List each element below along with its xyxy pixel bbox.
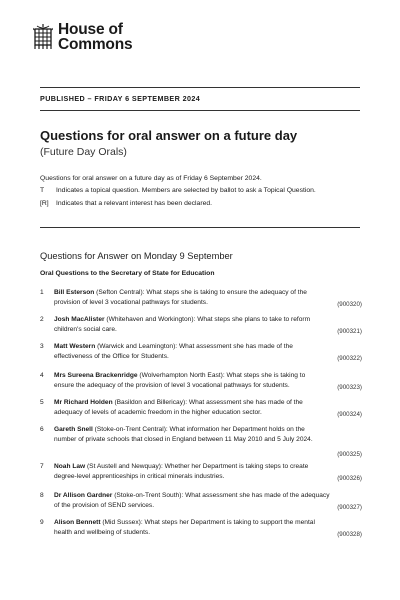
legend-topical xyxy=(40,187,316,194)
legend-key: T xyxy=(40,187,45,194)
intro-text: Questions for oral answer on a future day as of Friday 6 September 2024. xyxy=(40,175,262,182)
member-name: Mrs Sureena Brackenridge xyxy=(54,372,138,379)
member-constituency: (Warwick and Leamington): xyxy=(95,343,178,350)
question-text xyxy=(54,462,336,481)
question-line-2: children's social care. xyxy=(54,325,117,333)
member-constituency: (Basildon and Billericay): xyxy=(112,399,188,406)
member-name: Matt Western xyxy=(54,343,96,350)
member-name: Noah Law xyxy=(54,463,86,470)
member-constituency: (St Austell and Newquay): xyxy=(85,463,163,470)
top-divider xyxy=(40,87,360,88)
legend-interest xyxy=(40,200,212,207)
question-line-2: health and wellbeing of students. xyxy=(54,528,151,536)
question-number: 4 xyxy=(40,372,44,379)
question-line-2: degree-level apprenticeships in critical minerals industries. xyxy=(54,472,225,480)
question-line-1: What assessment she has made of the adequacy xyxy=(183,492,330,499)
member-name: Mr Richard Holden xyxy=(54,399,113,406)
legend-key: [R] xyxy=(40,200,49,207)
intro-divider xyxy=(40,227,360,228)
question-reference: (900325) xyxy=(337,451,362,458)
question-number: 3 xyxy=(40,343,44,350)
member-name: Alison Bennett xyxy=(54,519,101,526)
question-line-2: effectiveness of the Office for Students. xyxy=(54,352,169,360)
member-name: Dr Allison Gardner xyxy=(54,492,113,499)
question-reference: (900322) xyxy=(337,355,362,362)
legend-text: Indicates a topical question. Members are selected by ballot to ask a Topical Question. xyxy=(56,187,316,194)
question-number: 5 xyxy=(40,399,44,406)
page-title: Questions for oral answer on a future day xyxy=(40,128,298,143)
question-text xyxy=(54,288,336,307)
question-number: 1 xyxy=(40,289,44,296)
question-text xyxy=(54,342,336,361)
section-heading: Oral Questions to the Secretary of State for Education xyxy=(40,270,215,277)
question-line-2: ensure the adequacy of the provision of level 3 vocational pathways for students. xyxy=(54,381,290,389)
question-number: 9 xyxy=(40,519,44,526)
member-constituency: (Stoke-on-Trent South): xyxy=(112,492,184,499)
day-heading: Questions for Answer on Monday 9 September xyxy=(40,251,233,261)
logo-line-2: Commons xyxy=(58,36,133,53)
question-line-1: What assessment she has made of the xyxy=(187,399,303,406)
question-reference: (900320) xyxy=(337,301,362,308)
question-number: 8 xyxy=(40,492,44,499)
question-line-2: of the provision of SEND services. xyxy=(54,501,155,509)
published-date: PUBLISHED – FRIDAY 6 SEPTEMBER 2024 xyxy=(40,94,201,103)
member-constituency: (Stoke-on-Trent Central): xyxy=(92,426,168,433)
logo-line-1: House of xyxy=(58,21,123,38)
question-reference: (900326) xyxy=(337,475,362,482)
question-reference: (900323) xyxy=(337,384,362,391)
question-text xyxy=(54,371,336,390)
house-of-commons-logo xyxy=(33,22,132,52)
published-divider xyxy=(40,110,360,111)
question-line-1: What steps she is taking to xyxy=(224,372,306,379)
question-line-1: What steps she is taking to ensure the adequacy of the xyxy=(144,289,307,296)
question-line-2: adequacy of levels of academic freedom in the higher education sector. xyxy=(54,408,262,416)
portcullis-icon xyxy=(33,23,53,50)
question-line-1: What steps she plans to take to reform xyxy=(195,316,311,323)
member-constituency: (Wolverhampton North East): xyxy=(137,372,225,379)
question-reference: (900324) xyxy=(337,411,362,418)
logo-wordmark xyxy=(58,22,132,52)
question-text xyxy=(54,518,336,537)
question-text xyxy=(54,315,336,334)
member-name: Josh MacAlister xyxy=(54,316,105,323)
question-reference: (900327) xyxy=(337,504,362,511)
question-text xyxy=(54,425,336,444)
question-line-2: provision of level 3 vocational pathways for students. xyxy=(54,298,208,306)
member-name: Gareth Snell xyxy=(54,426,93,433)
question-number: 6 xyxy=(40,426,44,433)
question-text xyxy=(54,398,336,417)
member-constituency: (Whitehaven and Workington): xyxy=(104,316,196,323)
question-line-1: What steps her Department is taking to support the mental xyxy=(142,519,315,526)
question-line-1: What information her Department holds on the xyxy=(167,426,305,433)
question-number: 7 xyxy=(40,463,44,470)
page-subtitle: (Future Day Orals) xyxy=(40,146,127,158)
question-line-1: Whether her Department is taking steps to create xyxy=(162,463,309,470)
member-constituency: (Sefton Central): xyxy=(94,289,145,296)
question-line-1: What assessment she has made of the xyxy=(177,343,293,350)
legend-text: Indicates that a relevant interest has been declared. xyxy=(56,200,213,207)
question-number: 2 xyxy=(40,316,44,323)
question-reference: (900328) xyxy=(337,531,362,538)
member-name: Bill Esterson xyxy=(54,289,95,296)
member-constituency: (Mid Sussex): xyxy=(100,519,143,526)
question-reference: (900321) xyxy=(337,328,362,335)
question-line-2: number of private schools that closed in England between 11 May 2010 and 5 July 2024. xyxy=(54,435,313,443)
question-text xyxy=(54,491,336,510)
